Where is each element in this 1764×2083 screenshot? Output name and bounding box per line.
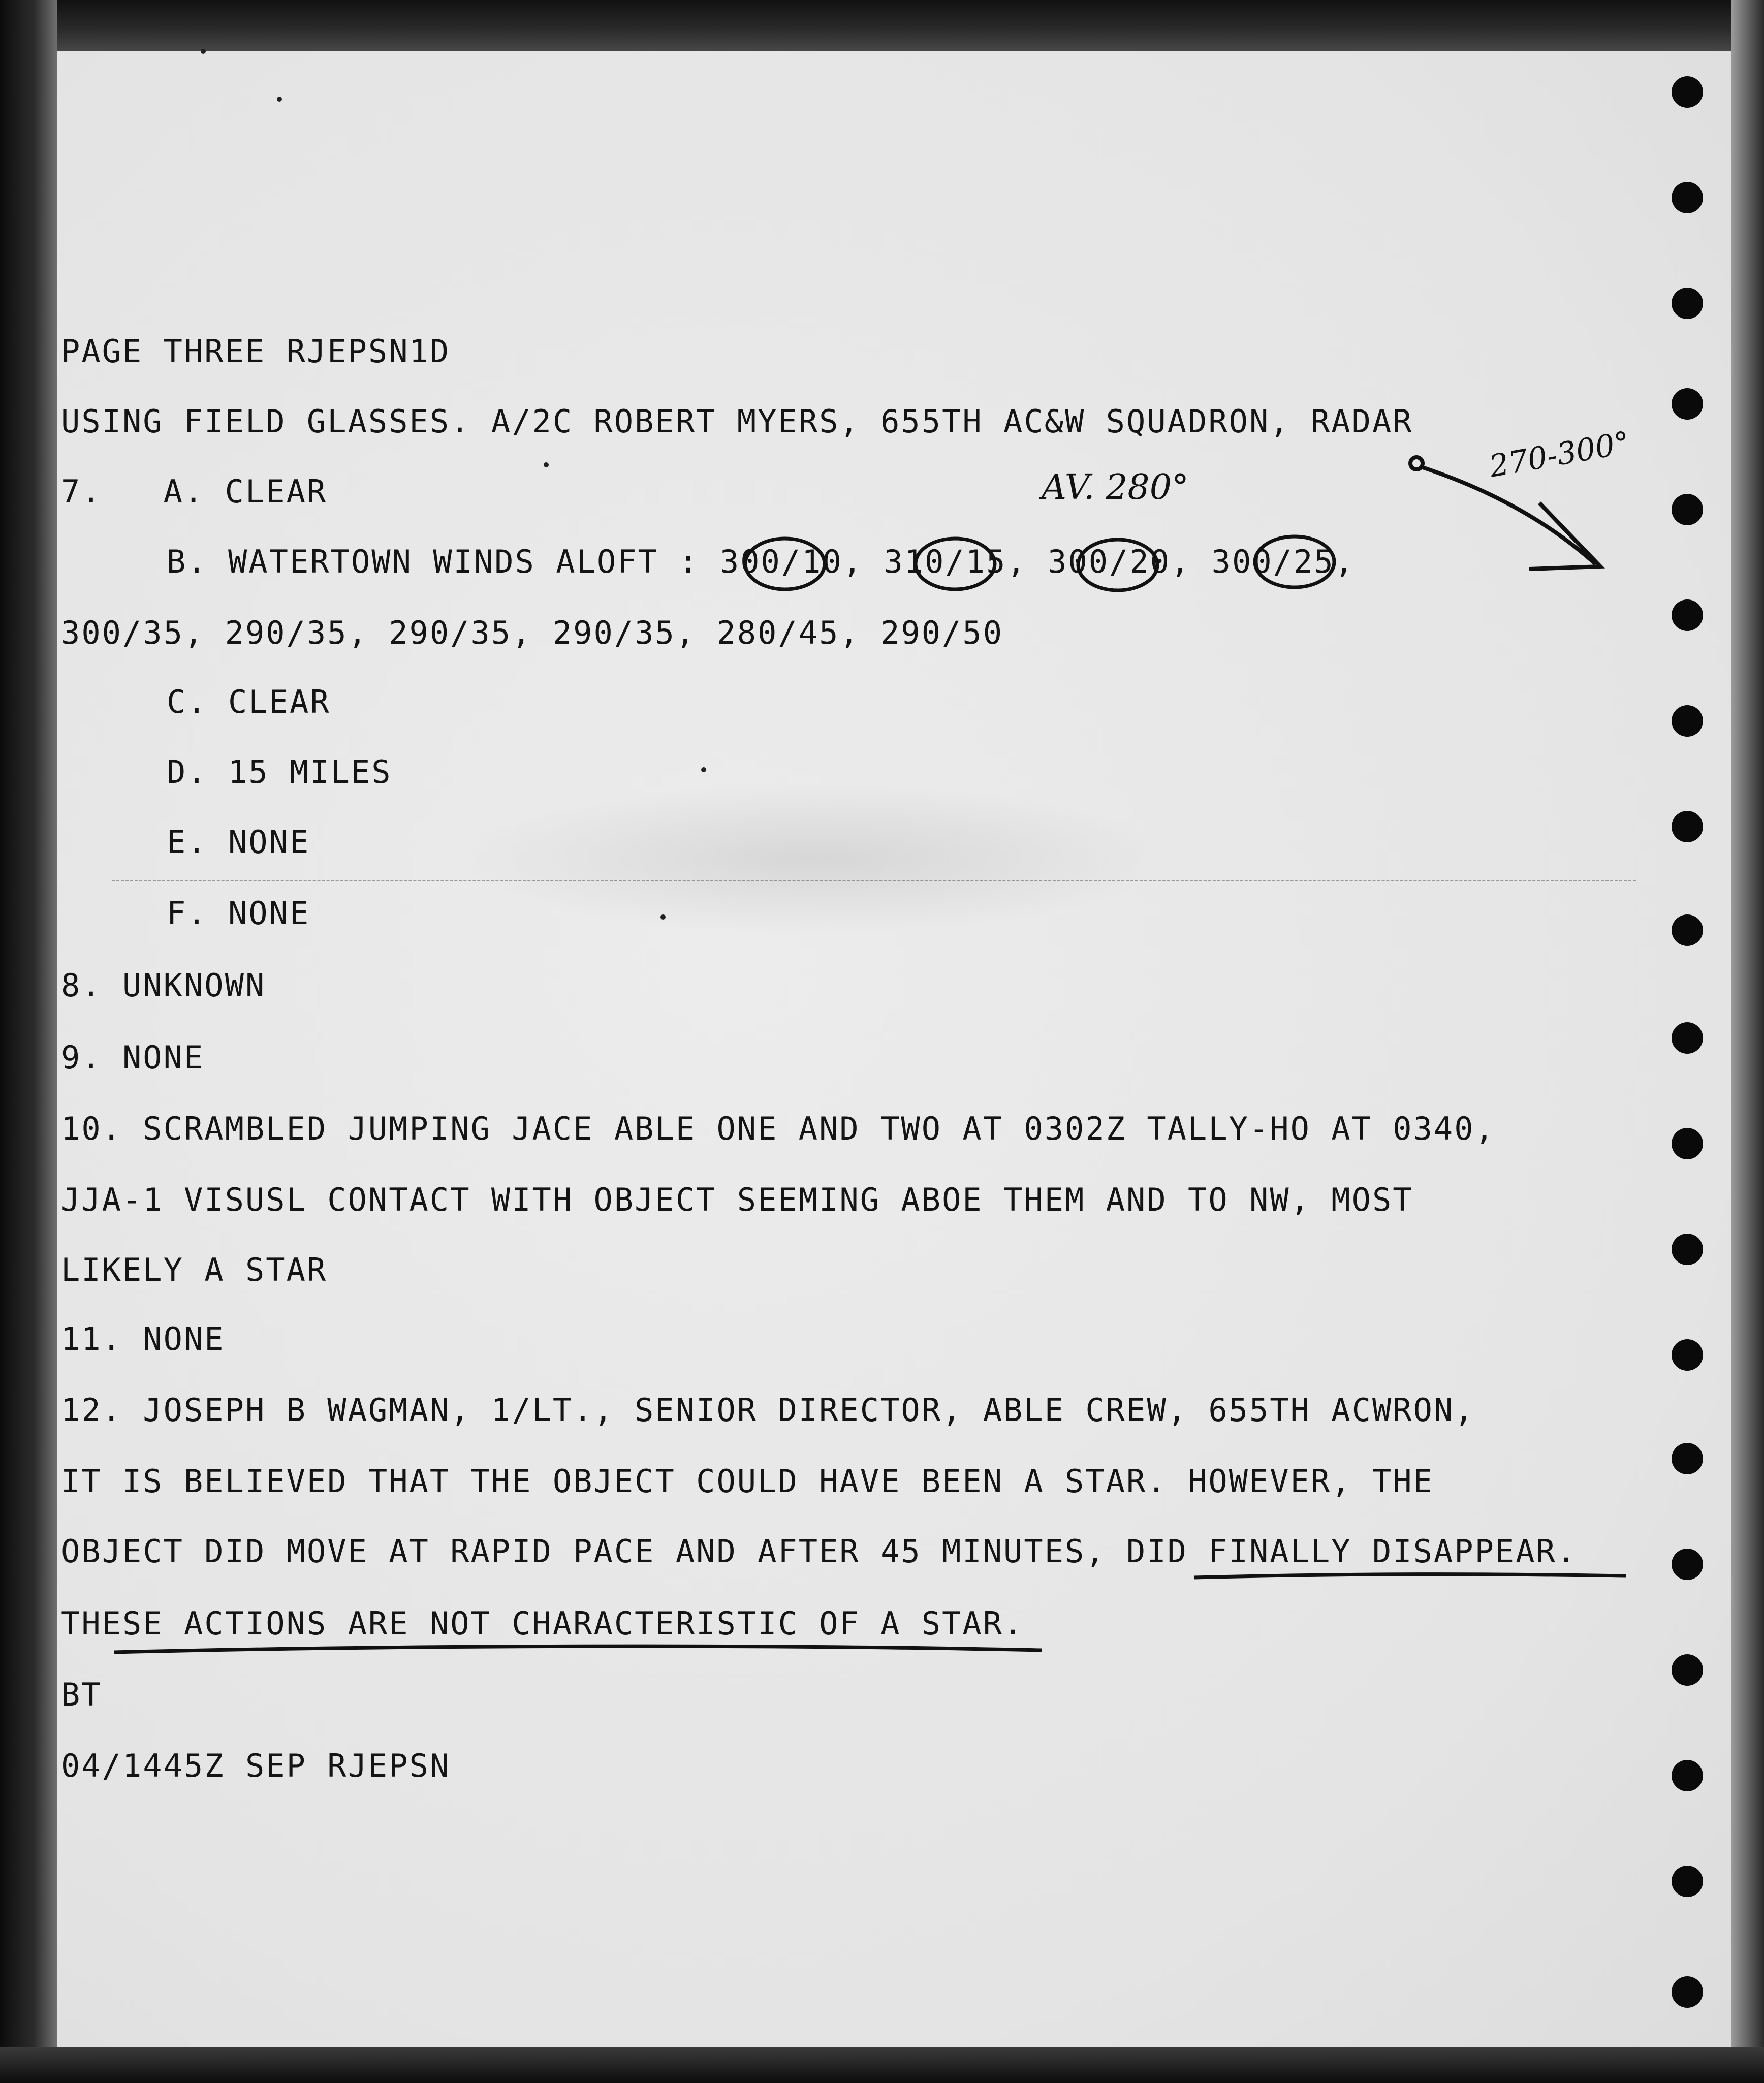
handwritten-range: 270-300° bbox=[1487, 425, 1633, 485]
message-footer: 04/1445Z SEP RJEPSN bbox=[61, 1747, 451, 1784]
doc-line: USING FIELD GLASSES. A/2C ROBERT MYERS, 655TH AC&W SQUADRON, RADAR bbox=[61, 403, 1413, 440]
handwritten-average: AV. 280° bbox=[1042, 467, 1189, 508]
doc-line: E. NONE bbox=[167, 824, 310, 861]
doc-line: 11. NONE bbox=[61, 1320, 225, 1358]
doc-line: 10. SCRAMBLED JUMPING JACE ABLE ONE AND TWO AT 0302Z TALLY-HO AT 0340, bbox=[61, 1110, 1495, 1147]
doc-line: BT bbox=[61, 1676, 102, 1713]
doc-line: THESE ACTIONS ARE NOT CHARACTERISTIC OF A STAR. bbox=[61, 1605, 1024, 1642]
doc-line: JJA-1 VISUSL CONTACT WITH OBJECT SEEMING ABOE THEM AND TO NW, MOST bbox=[61, 1181, 1413, 1218]
doc-line: 12. JOSEPH B WAGMAN, 1/LT., SENIOR DIRECTOR, ABLE CREW, 655TH ACWRON, bbox=[61, 1392, 1475, 1429]
doc-line: LIKELY A STAR bbox=[61, 1251, 328, 1288]
doc-line: IT IS BELIEVED THAT THE OBJECT COULD HAVE BEEN A STAR. HOWEVER, THE bbox=[61, 1463, 1434, 1500]
doc-line: 8. UNKNOWN bbox=[61, 967, 266, 1004]
doc-line: C. CLEAR bbox=[167, 683, 331, 720]
doc-line: 7. A. CLEAR bbox=[61, 473, 328, 510]
doc-line: B. WATERTOWN WINDS ALOFT : 300/10, 310/15, 300/20, 300/25, bbox=[167, 543, 1355, 580]
doc-line: 300/35, 290/35, 290/35, 290/35, 280/45, 290/50 bbox=[61, 614, 1004, 651]
doc-line: OBJECT DID MOVE AT RAPID PACE AND AFTER 45 MINUTES, DID FINALLY DISAPPEAR. bbox=[61, 1533, 1578, 1570]
doc-line: 9. NONE bbox=[61, 1039, 205, 1076]
doc-line: F. NONE bbox=[167, 895, 310, 932]
page-header: PAGE THREE RJEPSN1D bbox=[61, 333, 451, 370]
doc-line: D. 15 MILES bbox=[167, 753, 392, 791]
